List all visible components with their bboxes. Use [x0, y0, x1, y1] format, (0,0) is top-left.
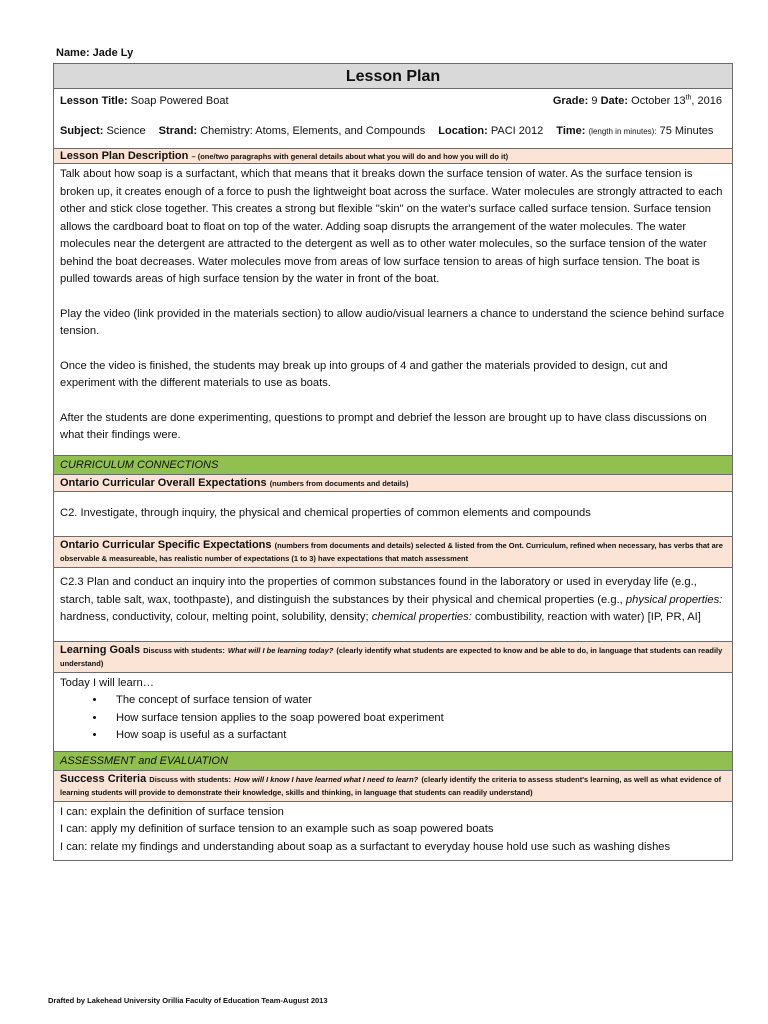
- description-paragraph: Talk about how soap is a surfactant, which that means that it breaks down the surface tension of water. As the surface tension is broken up, it creates enough of a force to push the lightweight boat across the surface. Water molecules are strongly attracted to each other and stick close together. This creates a strong but flexible "skin" on the water's surface called surface tension. Surface tension allows the cardboard boat to float on top of the water. Adding soap disrupts the arrangement of the water molecules. The water molecules near the detergent are attracted to the detergent as well as to other water molecules, so the surface tension of the water behind the boat decreases. Water molecules move from areas of low surface tension to areas of high surface tension. The boat is pulled towards areas of high surface tension by the water in front of the boat.: [60, 168, 723, 285]
- specific-expectations-heading: Ontario Curricular Specific Expectations (numbers from documents and details) selected & listed from the Ont. Curriculum, refined when necessary, has verbs that are observable & measureable, has realistic number of expectations (1 to 3) have expectations that match assessment: [54, 537, 732, 568]
- success-criteria-heading: Success Criteria Discuss with students: How will I know I have learned what I need to learn? (clearly identify the criteria to assess student's learning, as well as what evidence of learning students will provide to demonstrate their knowledge, skills and thinking, in language that students can readily understand): [54, 771, 732, 802]
- overall-expectations-heading: Ontario Curricular Overall Expectations (numbers from documents and details): [54, 475, 732, 492]
- description-paragraph: After the students are done experimenting, questions to prompt and debrief the lesson are brought up to have class discussions on what their findings were.: [60, 411, 707, 441]
- description-paragraph: Once the video is finished, the students may break up into groups of 4 and gather the materials provided to design, cut and experiment with the different materials to use as boats.: [60, 359, 668, 389]
- list-item: • How surface tension applies to the soap powered boat experiment: [106, 710, 726, 728]
- criteria-line: I can: relate my findings and understanding about soap as a surfactant to everyday house hold use such as washing dishes: [60, 840, 671, 853]
- description-paragraph: Play the video (link provided in the materials section) to allow audio/visual learners a chance to understand the science behind surface tension.: [60, 307, 725, 337]
- lesson-title: Lesson Title: Soap Powered Boat: [60, 95, 229, 107]
- assessment-heading: ASSESSMENT and EVALUATION: [54, 752, 732, 771]
- student-name: Name: Jade Ly: [56, 47, 134, 59]
- list-item: • How soap is useful as a surfactant: [106, 727, 726, 745]
- criteria-line: I can: apply my definition of surface tension to an example such as soap powered boats: [60, 823, 494, 835]
- success-criteria-body: [54, 802, 732, 861]
- lesson-info: [54, 89, 732, 149]
- grade-date: Grade: 9 Date: October 13th, 2016: [552, 94, 722, 107]
- goals-list: [60, 692, 726, 745]
- lesson-plan-table: [53, 63, 733, 861]
- description-body: [54, 164, 732, 456]
- criteria-line: I can: explain the definition of surface tension: [60, 805, 284, 818]
- list-item: • The concept of surface tension of water: [106, 692, 726, 710]
- goals-intro: Today I will learn…: [60, 676, 154, 689]
- page-title: Lesson Plan: [54, 64, 732, 89]
- description-heading: Lesson Plan Description – (one/two paragraphs with general details about what you will do and how you will do it): [54, 149, 732, 164]
- overall-expectations-text: C2. Investigate, through inquiry, the physical and chemical properties of common elements and compounds: [54, 492, 732, 538]
- learning-goals-body: [54, 673, 732, 752]
- curriculum-heading: CURRICULUM CONNECTIONS: [54, 456, 732, 475]
- specific-expectations-text: C2.3 Plan and conduct an inquiry into the properties of common substances found in the laboratory or used in everyday life (e.g., starch, table salt, wax, toothpaste), and distinguish the substances by their physical and chemical properties (e.g., physical properties: hardness, conductivity, colour, melting point, solubility, density; chemical properties: combustibility, reaction with water) [IP, PR, AI]: [54, 568, 732, 642]
- footer-note: Drafted by Lakehead University Orillia Faculty of Education Team-August 2013: [48, 996, 328, 1005]
- learning-goals-heading: Learning Goals Discuss with students: What will I be learning today? (clearly identify what students are expected to know and be able to do, in language that students can readily understand): [54, 642, 732, 673]
- subject-line: Subject: Science Strand: Chemistry: Atoms, Elements, and Compounds Location: PACI 2012 Time: (length in minutes): 75 Minutes: [60, 125, 714, 137]
